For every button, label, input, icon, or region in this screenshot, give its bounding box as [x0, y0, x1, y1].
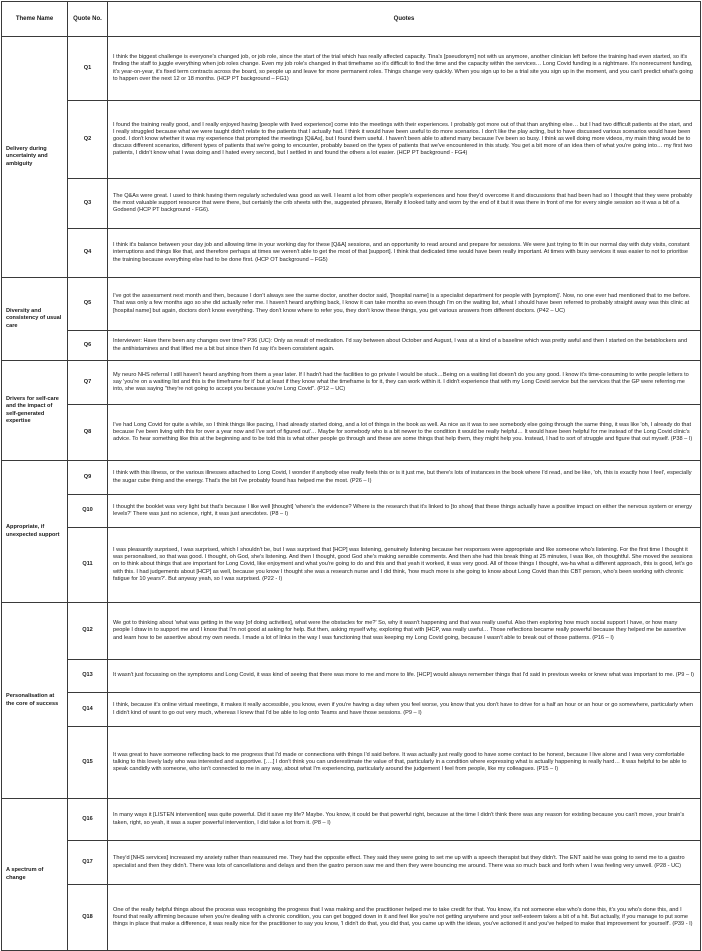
quote-text: In many ways it [LISTEN intervention] was quite powerful. Did it save my life? Maybe. You know, it could be that powerful right, because at the time I didn't think there was any reason for existing because you can't move, your brain's taken, right, so yeah, it was a super powerful intervention, I did take a lot from it. (P8 – I) — [108, 799, 701, 841]
theme-name-cell: Drivers for self-care and the impact of self-generated expertise — [2, 361, 68, 461]
table-row — [2, 603, 701, 660]
quote-number: Q6 — [68, 331, 108, 361]
theme-name-cell: Diversity and consistency of usual care — [2, 278, 68, 361]
quote-text: I thought the booklet was very light but that's because I like well [thought] 'where's the evidence? Where is the research that it's linked to [to show] that these things actually have a positive impact on either the nervous system or energy levels?' There was just no science, right, it was just anecdotes. (P8 – I) — [108, 495, 701, 528]
quotes-header: Quotes — [108, 2, 701, 37]
table-row — [2, 495, 701, 528]
quote-text: We got to thinking about 'what was getting in the way [of doing activities], what were the obstacles for me?' So, why it wasn't happening and that was really useful. Also then exploring how much social support I have, or how many people I draw in to support me and I know that I'm not good at asking for help. But then, asking myself why, exploring that with [HCP, was really useful… Those reflections became really powerful because they helped me be assertive and learn how to be assertive about my own needs. I made a lot of links in the way I was functioning that was keeping my Long Covid going, because I wasn't able to break out of those patterns. (P16 – I) — [108, 603, 701, 660]
table-row — [2, 528, 701, 603]
quote-no-header: Quote No. — [68, 2, 108, 37]
table-row — [2, 37, 701, 101]
table-row — [2, 660, 701, 693]
quote-number: Q9 — [68, 461, 108, 495]
table-row — [2, 361, 701, 405]
quote-number: Q14 — [68, 693, 108, 727]
quote-text: They'd [NHS services] increased my anxiety rather than reassured me. They had the opposite effect. They said they were going to set me up with a speech therapist but they didn't. The ENT said he was going to send me to a gastro specialist and then they didn't. There was lots of cancellations and delays and then the gastro person saw me and then they were bouncing me around. There was so much back and forth when I was feeling very unwell. (P28 - UC) — [108, 841, 701, 885]
quote-number: Q12 — [68, 603, 108, 660]
theme-name-header: Theme Name — [2, 2, 68, 37]
theme-name-cell: Appropriate, if unexpected support — [2, 461, 68, 603]
quote-number: Q5 — [68, 278, 108, 331]
quote-text: I've got the assessment next month and then, because I don't always see the same doctor, another doctor said, '[hospital name] is a specialist department for people with [symptom]'. Now, no one ever had mentioned that to me before. That was only a few months ago so she did actually refer me. I haven't heard anything back, I know it can take months so even though I'm on the waiting list, what I should have been referred to probably straight away was this clinic at [hospital name] but again, doctors don't know everything. They don't know where to refer you, they don't know these things, you get various answers from different doctors. (P42 – UC) — [108, 278, 701, 331]
table-row — [2, 461, 701, 495]
quote-number: Q11 — [68, 528, 108, 603]
header-row — [2, 2, 701, 37]
quote-text: I think it's balance between your day job and allowing time in your working day for these [Q&A] sessions, and an opportunity to read around and prepare for sessions. We were just trying to fit in our normal day with duty visits, constant interruptions and things like that, and therefore perhaps at times we weren't able to get the most of that [support]. I think that dedicated time would have been really important. At times with busy services it was easier to not to prioritise the training because everything else had to be done first. (HCP OT background – FG5) — [108, 229, 701, 278]
quote-number: Q16 — [68, 799, 108, 841]
table-row — [2, 727, 701, 799]
quote-text: It was great to have someone reflecting back to me progress that I'd made or connections with things I'd said before. It was actually just really good to have some contact to be honest, because I live alone and I was very comfortable talking to this lovely lady who was interested and supportive. [….] I don't think you can underestimate the value of that, particularly in a condition where expressing what is actually happening is really hard… It was helpful to be able to speak candidly with someone, who isn't connected to me in any way, about what I'm experiencing, particularly around the judgement I feel from people, like my colleagues. (P15 – I) — [108, 727, 701, 799]
table-row — [2, 101, 701, 179]
table-row — [2, 331, 701, 361]
quote-text: I think the biggest challenge is everyone's changed job, or job role, since the start of the trial which has really affected capacity. Tina's [pseudonym] not with us anymore, another clinician left before the training had even started, so it's finding the staff to juggle everything when job roles change. Even my job role's changed in that timeframe so it's difficult to find the time and the capacity within the services… Long Covid funding is a nightmare. It's nonrecurrent funding, it's year-on-year, it's fixed term contracts across the board, so people up and leave for more permanent roles. Things change very quickly. When you sign up to be a trial site you sign up in the moment, and you can't predict what's going to happen over the next 12 or 18 months. (HCP PT background – FG1) — [108, 37, 701, 101]
quote-number: Q3 — [68, 179, 108, 229]
quote-number: Q7 — [68, 361, 108, 405]
quote-number: Q1 — [68, 37, 108, 101]
theme-name-cell: Personalisation at the core of success — [2, 603, 68, 799]
quote-text: I think, because it's online virtual meetings, it makes it really accessible, you know, even if you're having a day when you feel worse, you know that you don't have to drive for a half an hour or an hour or go somewhere, particularly when I didn't kind of want to go out very much, whereas I knew that I'd be able to log onto Teams and have those sessions. (P9 – I) — [108, 693, 701, 727]
quote-text: I've had Long Covid for quite a while, so I think things like pacing, I had already started doing, and a lot of things in the book as well. As nice as it was to see somebody else going through the same thing, it was like 'oh, I already do that because I've been living with this for over a year now and I've sort of figured out'… Maybe for somebody who is a bit newer to the condition it would be really helpful… It would have been helpful for me instead of the Long Covid clinic's advice. To hear something like this at the beginning and to be told this is what other people go through and these are some things that help them, they might help you. Instead, I had to sort of struggle and figure that out myself. (P38 – I) — [108, 405, 701, 461]
quote-text: One of the really helpful things about the process was recognising the progress that I was making and the practitioner helped me to take credit for that. You know, it's not someone else who's done this, it's you who's done this, and I found that really affirming because when you're dealing with a chronic condition, you can get bogged down in it and feel like you're not getting anywhere and your self-esteem takes a bit of a hit. But actually, if you manage to put some things in place that make a difference, it was really nice for the practitioner to say you know, 'I didn't do that, you did that, you came up with the ideas, you've actioned it and you've helped to make that improvement for yourself'. (P39 - I) — [108, 885, 701, 951]
table-row — [2, 179, 701, 229]
table-row — [2, 405, 701, 461]
quote-number: Q10 — [68, 495, 108, 528]
quote-number: Q18 — [68, 885, 108, 951]
quote-text: The Q&As were great. I used to think having them regularly scheduled was good as well. I learnt a lot from other people's experiences and how they'd overcome it and discussions that had been had so I thought that they were probably the most valuable support resource that were there, but certainly the crib sheets with the, suggested phrases, literally it looked tatty and worn by the end of it but it was there in front of me for every single session so it was a bit of a Godsend (HCP PT background - FG6). — [108, 179, 701, 229]
quote-number: Q13 — [68, 660, 108, 693]
quote-number: Q2 — [68, 101, 108, 179]
quote-number: Q17 — [68, 841, 108, 885]
theme-name-cell: Delivery during uncertainty and ambiguity — [2, 37, 68, 278]
quote-number: Q15 — [68, 727, 108, 799]
quote-number: Q8 — [68, 405, 108, 461]
quote-number: Q4 — [68, 229, 108, 278]
table-row — [2, 841, 701, 885]
quote-text: I was pleasantly surprised, I was surprised, which I shouldn't be, but I was surprised that [HCP] was listening, genuinely listening because her responses were appropriate and like someone who's listening. For the first time I thought it was personalised, so that was good. I thought, oh God, she's listening. And then I thought, good God she's making sensible comments. And then she had this break thing at 25 minutes, I was like, oh thoughtful. She moved the sessions on to think about things that are important for Long Covid, like enjoyment and what you're going to do and this and that yeah it worked, it was very good. All of those things I thought, wa-ha what a different approach, this is good, let's go with this. I had judgements about [HCP] as well, because you know I thought she was a research nurse and I did think, 'how much more is she going to know about Long Covid than this CBT person, who's been working with chronic fatigue for 10 years?'. But anyway yeah, so I was surprised. (P22 - I) — [108, 528, 701, 603]
quote-text: I found the training really good, and I really enjoyed having [people with lived experience] come into the meetings with their experiences. I probably got more out of that than anything else… but I had two difficult patients at the start, and I really struggled because what we were taught didn't relate to the patients that I actually had. I think it would have been useful to do more scenarios. I don't like the play acting, but to have discussed various scenarios would have been good. I don't know whether it was my experience that prompted the meetings [Q&As], but I found them useful. I haven't been able to attend many because I've been so busy. I think as well doing more videos, my main thing would be to discuss different scenarios, different types of patients that we're going to encounter, probably based on the types of patients that we've encountered in this study. You get a bit more of an idea then of what you're going into… my first two patients, I didn't know what I was doing and I hated every second, but I settled in and found the others a lot easier. (HCP PT background - FG4) — [108, 101, 701, 179]
table-row — [2, 229, 701, 278]
quote-text: Interviewer: Have there been any changes over time? P36 (UC): Only as result of medication. I'd say between about October and August, I was at a kind of a baseline which was pretty awful and then I started on the betablockers and the antihistamines and that lifted me a bit but since then I'd say it's been consistent again. — [108, 331, 701, 361]
theme-name-cell: A spectrum of change — [2, 799, 68, 951]
table-row — [2, 278, 701, 331]
table-row — [2, 693, 701, 727]
quote-text: It wasn't just focussing on the symptoms and Long Covid, it was kind of seeing that there was more to me and more to life. [HCP] would always remember things that I'd said in previous weeks or knew what was important to me. (P9 – I) — [108, 660, 701, 693]
quotes-table — [1, 1, 701, 951]
table-row — [2, 799, 701, 841]
table-row — [2, 885, 701, 951]
quote-text: I think with this illness, or the various illnesses attached to Long Covid, I wonder if anybody else really feels this or is it just me, but there's lots of instances in the book where I'd read, and be like, 'oh, this is exactly how I feel', especially the sugar cube thing and the energy. That's the bit I've probably found has helped me the most. (P26 – I) — [108, 461, 701, 495]
quote-text: My neuro NHS referral I still haven't heard anything from them a year later. If I hadn't had the facilities to go private I would be stuck…Being on a waiting list doesn't do you any good. I know it's time-consuming to write people letters to say 'you're on a waiting list and this is the timeframe for it' but at least if they know what the timeframe is for it, they can work within it. I didn't experience that with my Long Covid service but the services that the GP were referring me into, she was saying "they're not going to accept you because you're Long Covid". (P12 – UC) — [108, 361, 701, 405]
